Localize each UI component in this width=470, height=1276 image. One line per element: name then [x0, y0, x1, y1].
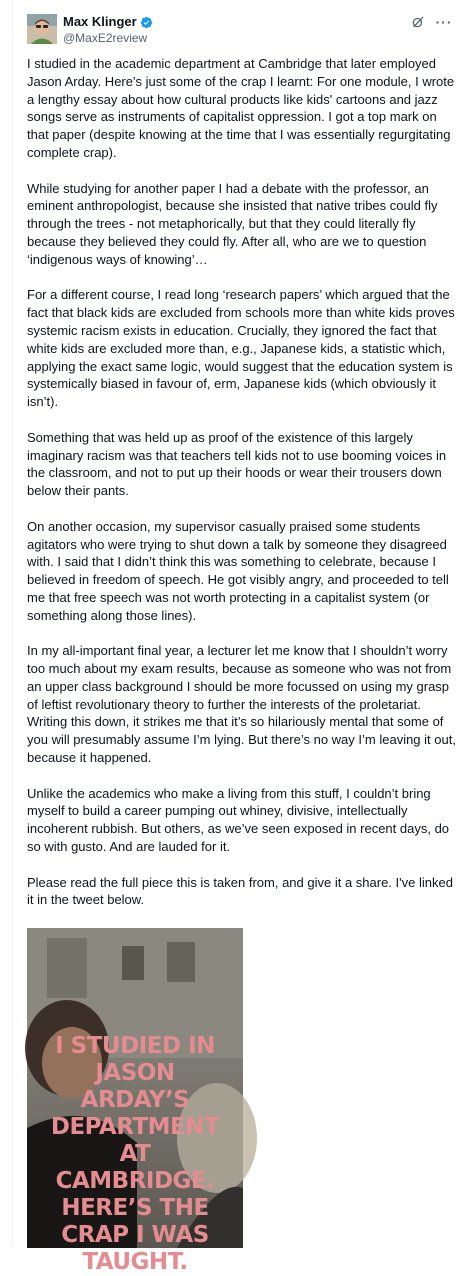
column-divider [12, 0, 13, 1245]
tweet-paragraph: For a different course, I read long ‘research papers’ which argued that the fact that black kids are excluded from schools more than white kids proves systemic racism exists in education. Crucially, they ignored the fact that white kids are excluded more than, e.g., Japanese kids, a statistic which, applying the exact same logic, would suggest that the education system is systemically biased in favour of, erm, Japanese kids (which obviously it isn’t). [27, 287, 455, 410]
tweet-paragraph: Something that was held up as proof of the existence of this largely imaginary racism was that teachers tell kids not to use booming voices in the classroom, and not to put up their hoods or wear their trousers down below their pants. [27, 429, 447, 499]
tweet-paragraph: While studying for another paper I had a debate with the professor, an eminent anthropologist, because she insisted that native tribes could fly through the trees - not metaphorically, but that they could literally fly because they believed they could fly. After all, who are we to question ‘indigenous ways of knowing’… [27, 180, 438, 267]
more-icon[interactable]: ··· [435, 14, 453, 30]
tweet-paragraph: Please read the full piece this is taken from, and give it a share. I've linked it in the tweet below. [27, 874, 453, 908]
tweet-paragraph: On another occasion, my supervisor casually praised some students agitators who were trying to shut down a talk by someone they disagreed with. I said that I didn’t think this was something to celebrate, because I believed in freedom of speech. He got visibly angry, and proceeded to tell me that free speech was not worth protecting in a capitalist system (or something along those lines). [27, 518, 449, 623]
tweet-paragraph: Unlike the academics who make a living from this stuff, I couldn’t bring myself to build a career pumping out whiney, divisive, intellectually incoherent rubbish. But others, as we’ve seen exposed in recent days, do so with gusto. And are lauded for it. [27, 785, 450, 855]
author-handle[interactable]: @MaxE2review [63, 31, 148, 45]
author-name[interactable]: Max Klinger [63, 14, 137, 29]
avatar[interactable] [27, 14, 57, 44]
tweet-paragraph: I studied in the academic department at Cambridge that later employed Jason Arday. Here's just some of the crap I learnt: For one module, I wrote a lengthy essay about how cultural products like kids' cartoons and jazz songs serve as instruments of capitalist oppression. I got a top mark on that paper (despite knowing at the time that I was essentially regurgitating complete crap). [27, 56, 455, 160]
tweet-media-image[interactable] [27, 928, 243, 1275]
verified-badge-icon[interactable] [140, 16, 153, 29]
tweet-text [27, 55, 459, 927]
author-block [63, 14, 153, 46]
media-overlay-text: I STUDIED IN JASON ARDAY’S DEPARTMENT AT CAMBRIDGE. HERE’S THE CRAP I WAS TAUGHT. [50, 1033, 220, 1275]
tweet-actions-top [410, 14, 452, 30]
author-name-row [63, 14, 153, 30]
tweet-paragraph: In my all-important final year, a lecturer let me know that I shouldn’t worry too much about my exam results, because as someone who was not from an upper class background I should be more focussed on using my grasp of leftist revolutionary theory to further the interests of the proletariat. Writing this down, it strikes me that it’s so hilariously mental that some of you will presumably assume I’m lying. But there’s no way I’m leaving it out, because it happened. [27, 643, 456, 766]
grok-icon[interactable] [410, 14, 426, 30]
